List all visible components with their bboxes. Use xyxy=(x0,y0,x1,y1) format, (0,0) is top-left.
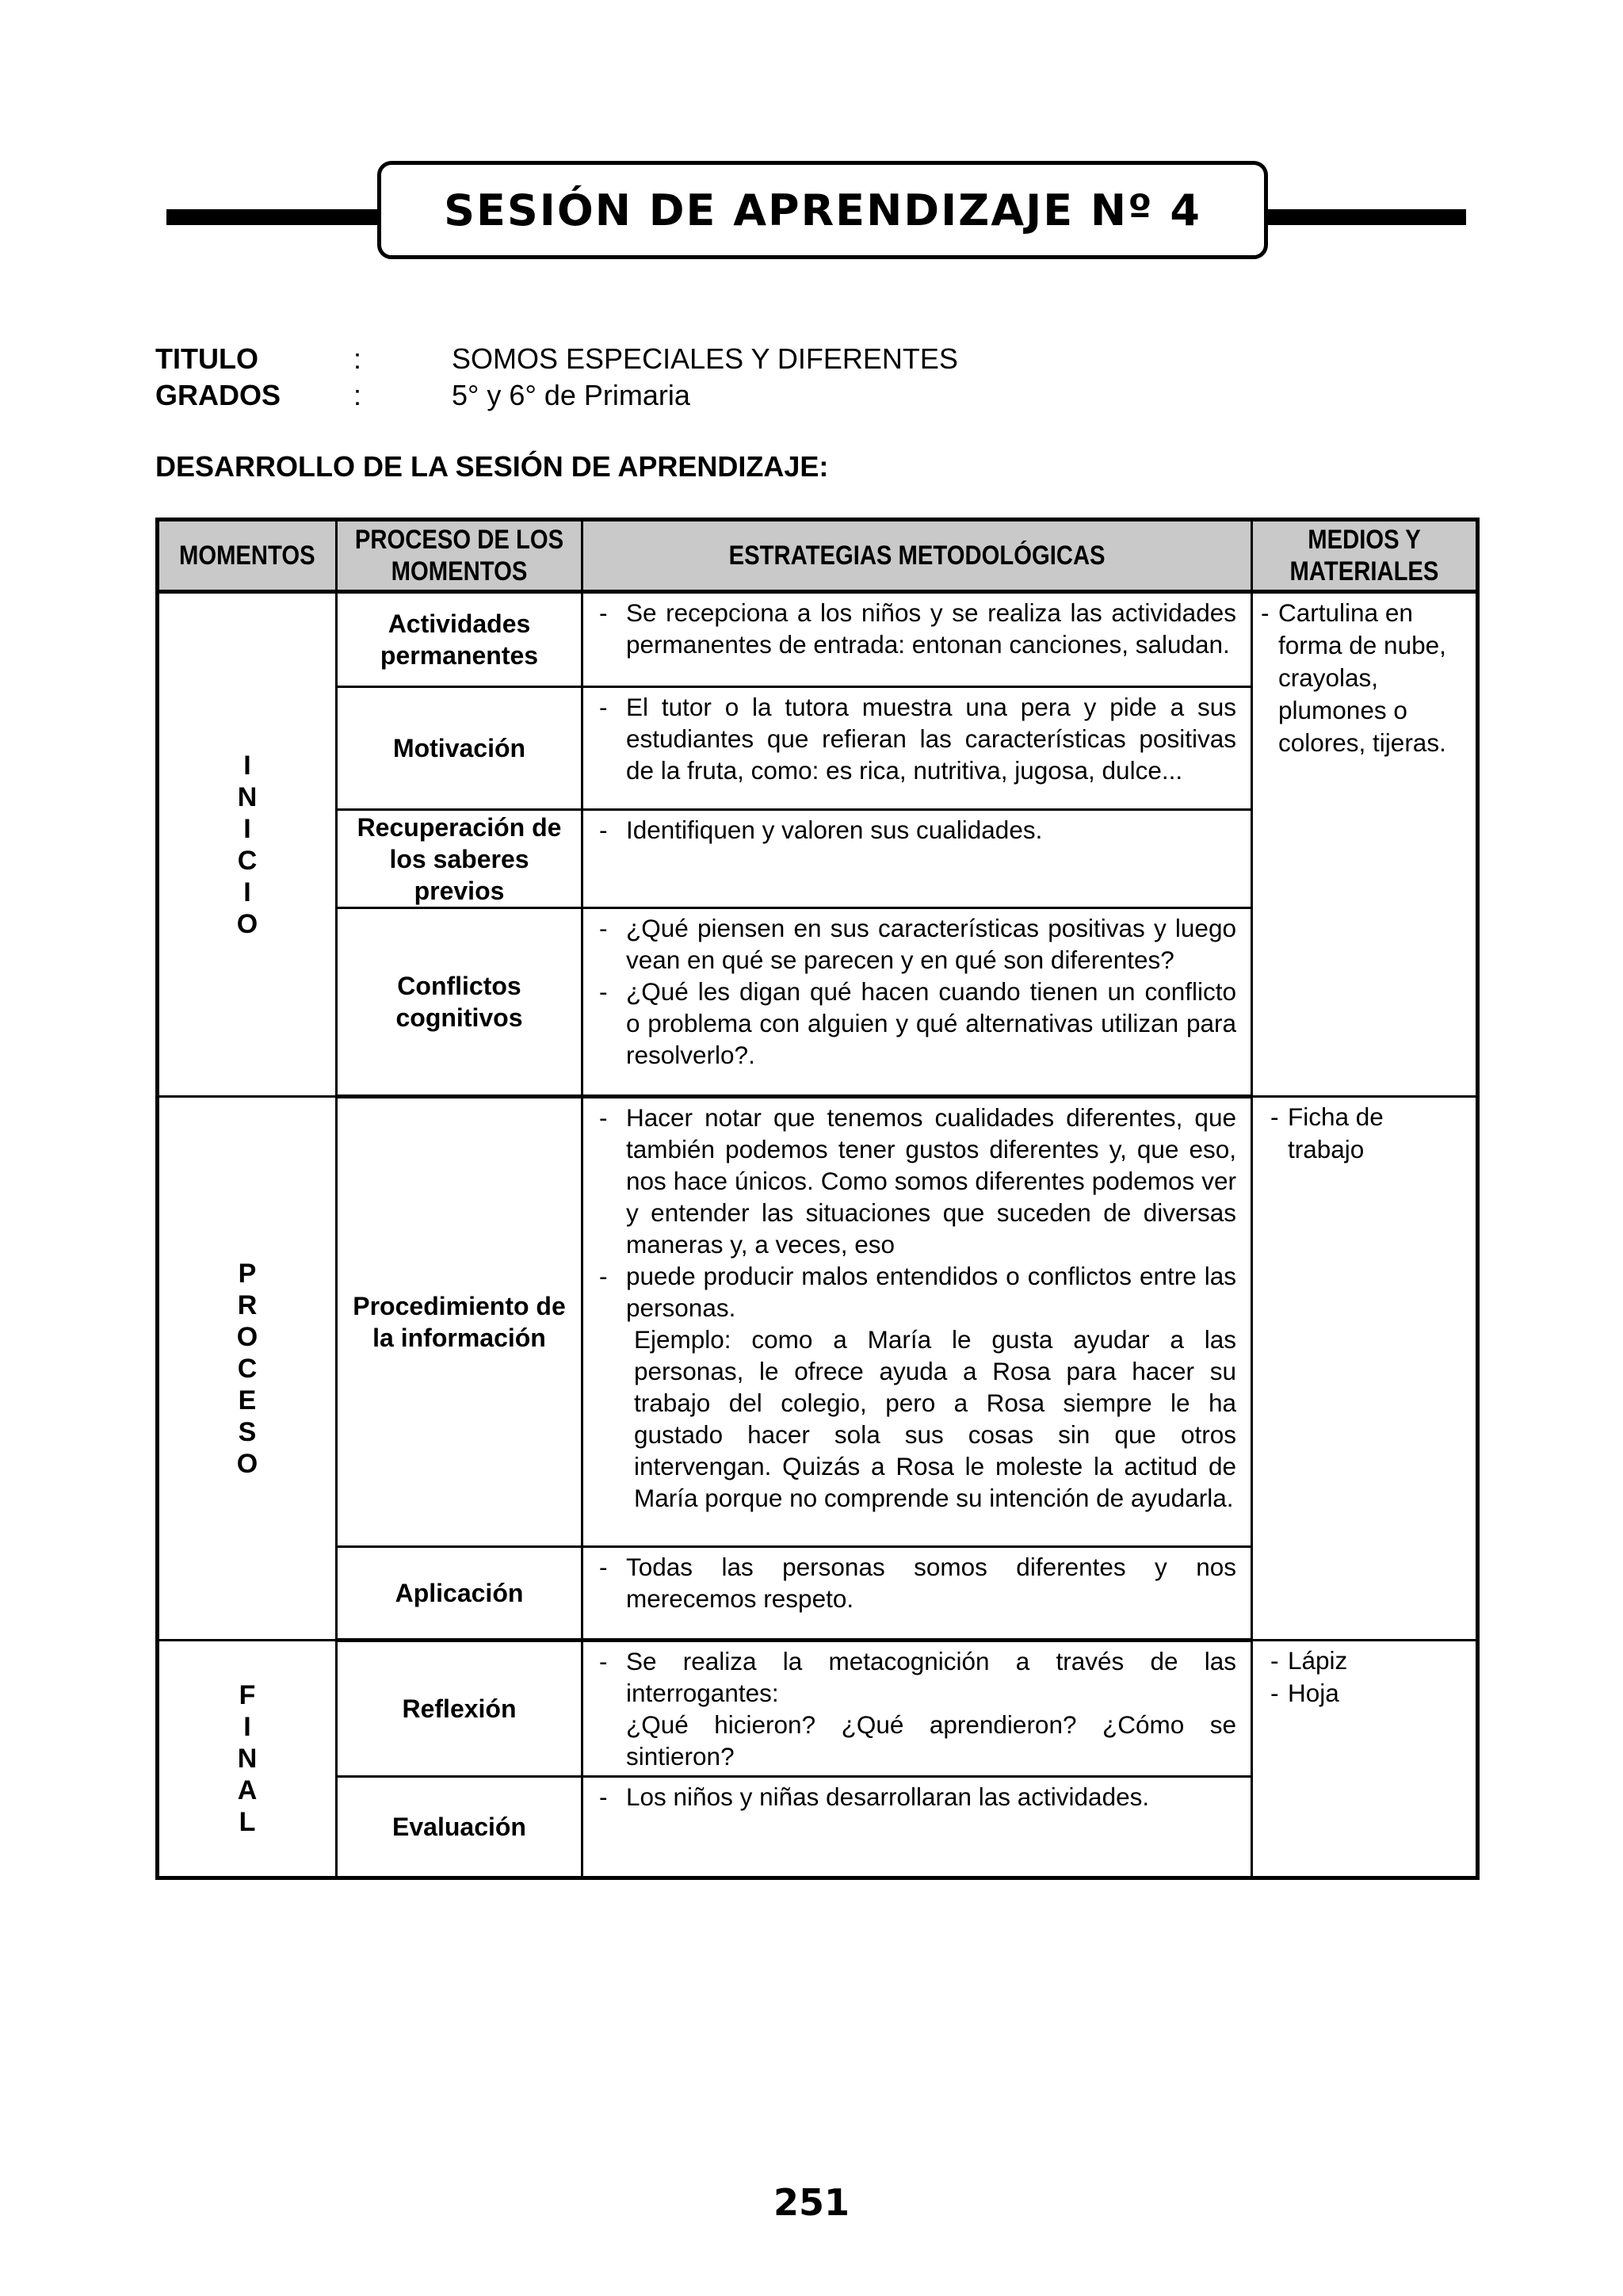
process-cell: Reflexión xyxy=(337,1641,582,1777)
strategy-cell: - Los niños y niñas desarrollaran las actividades. xyxy=(582,1777,1252,1878)
strategy-cell: - Se realiza la metacognición a través de las interrogantes: ¿Qué hicieron? ¿Qué aprendieron? ¿Cómo se sintieron? xyxy=(582,1641,1252,1777)
table-row xyxy=(158,592,1478,687)
strategy-cell: - El tutor o la tutora muestra una pera y pide a sus estudiantes que refieran las características positivas de la fruta, como: es rica, nutritiva, jugosa, dulce... xyxy=(582,687,1252,810)
strategy-cell: - Todas las personas somos diferentes y nos merecemos respeto. xyxy=(582,1547,1252,1641)
session-title: SESIÓN DE APRENDIZAJE Nº 4 xyxy=(444,185,1201,235)
moment-final: F I N A L xyxy=(158,1641,337,1878)
section-heading: DESARROLLO DE LA SESIÓN DE APRENDIZAJE: xyxy=(155,450,829,483)
title-rule-left xyxy=(166,209,380,225)
meta-value: SOMOS ESPECIALES Y DIFERENTES xyxy=(452,342,958,375)
media-cell-inicio: - Cartulina en forma de nube, crayolas, plumones o colores, tijeras. xyxy=(1252,592,1478,1097)
process-cell: Recuperación de los saberes previos xyxy=(337,810,582,908)
session-table xyxy=(155,518,1480,1880)
meta-value: 5° y 6° de Primaria xyxy=(452,379,690,411)
process-cell: Evaluación xyxy=(337,1777,582,1878)
strategy-cell: - ¿Qué piensen en sus características positivas y luego vean en qué se parecen y en qué son diferentes? - ¿Qué les digan qué hacen cuando tienen un conflicto o problema con alguien y qué alternativas utilizan para resolverlo?. xyxy=(582,908,1252,1097)
header-proceso: PROCESO DE LOS MOMENTOS xyxy=(337,520,582,592)
table-row xyxy=(158,1641,1478,1777)
meta-key: TITULO xyxy=(155,342,258,375)
header-medios: MEDIOS Y MATERIALES xyxy=(1252,520,1478,592)
media-cell-proceso: - Ficha de trabajo xyxy=(1252,1097,1478,1641)
strategy-cell: - Se recepciona a los niños y se realiza las actividades permanentes de entrada: entonan canciones, saludan. xyxy=(582,592,1252,687)
process-cell: Actividades permanentes xyxy=(337,592,582,687)
moment-proceso: P R O C E S O xyxy=(158,1097,337,1641)
process-cell: Conflictos cognitivos xyxy=(337,908,582,1097)
strategy-cell: - Identifiquen y valoren sus cualidades. xyxy=(582,810,1252,908)
table-header-row xyxy=(158,520,1478,592)
strategy-cell: - Hacer notar que tenemos cualidades diferentes, que también podemos tener gustos diferentes y, que eso, nos hace únicos. Como somos diferentes podemos ver y entender las situaciones que suceden de diversas maneras y, a veces, eso - puede producir malos entendidos o conflictos entre las personas. Ejemplo: como a María le gusta ayudar a las personas, le ofrece ayuda a Rosa para hacer su trabajo del colegio, pero a Rosa siempre le ha gustado hacer sola sus cosas sin que otros intervengan. Quizás a Rosa le moleste la actitud de María porque no comprende su intención de ayudarla. xyxy=(582,1097,1252,1547)
table-row xyxy=(158,1097,1478,1547)
header-estrategias: ESTRATEGIAS METODOLÓGICAS xyxy=(582,520,1252,592)
meta-colon: : xyxy=(353,342,362,375)
moment-inicio: I N I C I O xyxy=(158,592,337,1097)
process-cell: Motivación xyxy=(337,687,582,810)
media-cell-final: - Lápiz - Hoja xyxy=(1252,1641,1478,1878)
process-cell: Procedimiento de la información xyxy=(337,1097,582,1547)
process-cell: Aplicación xyxy=(337,1547,582,1641)
meta-key: GRADOS xyxy=(155,379,281,411)
header-momentos: MOMENTOS xyxy=(158,520,337,592)
page-number: 251 xyxy=(773,2181,850,2224)
meta-colon: : xyxy=(353,379,362,411)
title-rule-right xyxy=(1268,209,1466,225)
session-title-box xyxy=(377,161,1268,259)
